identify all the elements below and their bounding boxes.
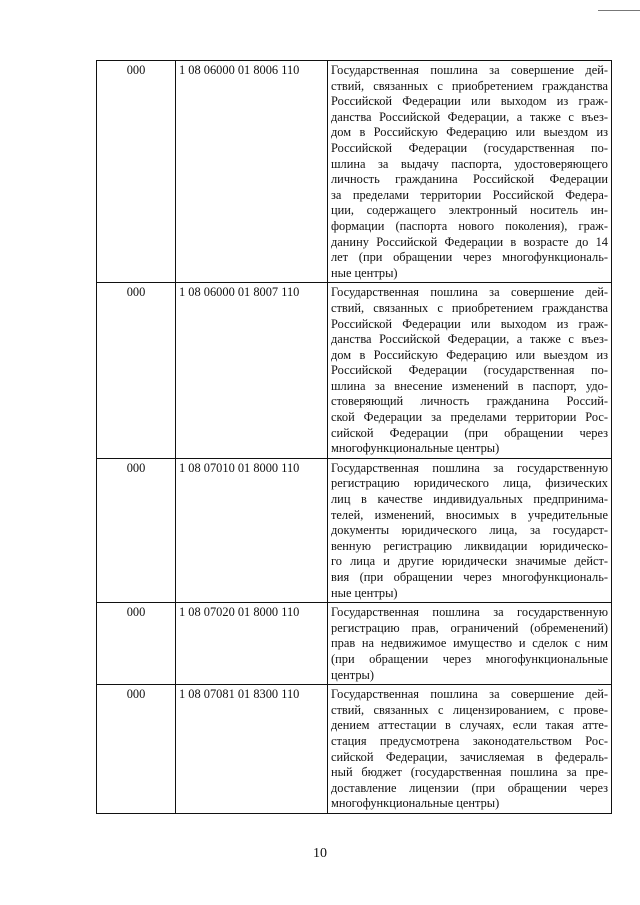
table-row: [97, 603, 612, 685]
fee-name-line: регистрацию прав, ограничений (обременений): [331, 620, 608, 635]
fee-name-line: Российской Федерации или выходом из граж-: [331, 316, 608, 331]
table-body: [97, 61, 612, 814]
fee-name-line: Государственная пошлина за совершение дей-: [331, 63, 608, 77]
fee-name-line: регистрацию юридического лица, физических: [331, 476, 608, 491]
fee-name-line: го лица и другие юридически значимые дейст-: [331, 554, 608, 569]
fee-name-line: ской Федерации за пределами территории Рос-: [331, 410, 608, 425]
fee-name-line: дением аттестации в случаях, если такая атте-: [331, 718, 608, 733]
fee-name-line: дом в Российскую Федерацию или выездом из: [331, 125, 608, 140]
fee-name-line: сийской Федерации, зачисляемая в федераль-: [331, 749, 608, 764]
admin-code-cell: 000: [97, 685, 176, 814]
fee-name-cell: [328, 61, 612, 283]
kbk-code-cell: 1 08 07020 01 8000 110: [176, 603, 328, 685]
fee-name-line: ные центры): [331, 265, 398, 280]
kbk-code-cell: 1 08 06000 01 8007 110: [176, 283, 328, 459]
fee-name-cell: [328, 458, 612, 602]
fee-name-line: (при обращении через многофункциональные: [331, 651, 608, 666]
admin-code-cell: 000: [97, 283, 176, 459]
fee-name-line: документы юридического лица, за государст-: [331, 523, 608, 538]
fee-name-line: многофункциональные центры): [331, 441, 500, 456]
fee-name-line: дом в Российскую Федерацию или выездом из: [331, 347, 608, 362]
fee-name-line: шлина за выдачу паспорта, удостоверяющего: [331, 156, 608, 171]
fee-name-cell: [328, 685, 612, 814]
kbk-code-cell: 1 08 07010 01 8000 110: [176, 458, 328, 602]
fee-name-cell: [328, 603, 612, 685]
fee-name-line: шлина за внесение изменений в паспорт, удо-: [331, 378, 608, 393]
budget-codes-table: [96, 60, 612, 814]
admin-code-cell: 000: [97, 61, 176, 283]
fee-name-line: лет (при обращении через многофункциональ-: [331, 250, 608, 265]
table-row: [97, 685, 612, 814]
fee-name-line: Российской Федерации (государственная по-: [331, 363, 608, 378]
scan-artifact-line: [598, 10, 640, 11]
fee-name-line: ции, содержащего электронный носитель ин-: [331, 203, 608, 218]
table-row: [97, 458, 612, 602]
fee-name-line: стоверяющий личность гражданина Россий-: [331, 394, 608, 409]
fee-name-line: вия (при обращении через многофункциональ-: [331, 570, 608, 584]
admin-code-cell: 000: [97, 458, 176, 602]
fee-name-line: ствий, связанных с приобретением гражданства: [331, 300, 608, 315]
fee-name-line: данства Российской Федерации, а также с въез-: [331, 332, 608, 347]
fee-name-line: Государственная пошлина за совершение дей-: [331, 285, 608, 300]
fee-name-line: центры): [331, 667, 374, 682]
page-number: 10: [313, 846, 327, 861]
fee-name-line: ные центры): [331, 585, 398, 600]
fee-name-line: стация предусмотрена законодательством Рос-: [331, 733, 608, 748]
fee-name-line: ствий, связанных с приобретением гражданства: [331, 78, 608, 93]
fee-name-line: телей, изменений, вносимых в учредительные: [331, 507, 608, 522]
fee-name-line: за пределами территории Российской Федера-: [331, 187, 608, 202]
kbk-code-cell: 1 08 07081 01 8300 110: [176, 685, 328, 814]
fee-name-line: формации (паспорта нового поколения), граж-: [331, 218, 608, 233]
fee-name-line: сийской Федерации (при обращении через: [331, 425, 608, 440]
fee-name-line: данину Российской Федерации в возрасте до 14: [331, 234, 608, 249]
fee-name-line: ный бюджет (государственная пошлина за пре-: [331, 765, 608, 780]
fee-name-line: прав на недвижимое имущество и сделок с ним: [331, 636, 608, 651]
fee-name-line: доставление лицензии (при обращении через: [331, 780, 608, 795]
fee-name-line: Государственная пошлина за совершение дей-: [331, 687, 608, 702]
fee-name-line: ствий, связанных с лицензированием, с прове-: [331, 702, 608, 717]
fee-name-line: Российской Федерации (государственная по-: [331, 140, 608, 155]
admin-code-cell: 000: [97, 603, 176, 685]
fee-name-line: Российской Федерации или выходом из граж-: [331, 94, 608, 109]
fee-name-line: Государственная пошлина за государственную: [331, 605, 608, 620]
table-row: [97, 283, 612, 459]
fee-name-line: многофункциональные центры): [331, 796, 500, 811]
fee-name-line: личность гражданина Российской Федерации: [331, 172, 608, 187]
fee-name-cell: [328, 283, 612, 459]
fee-name-line: венную регистрацию ликвидации юридическо-: [331, 538, 608, 553]
kbk-code-cell: 1 08 06000 01 8006 110: [176, 61, 328, 283]
fee-name-line: данства Российской Федерации, а также с въез-: [331, 109, 608, 124]
table-row: [97, 61, 612, 283]
fee-name-line: лиц в качестве индивидуальных предпринима-: [331, 492, 608, 507]
fee-name-line: Государственная пошлина за государственную: [331, 460, 608, 475]
